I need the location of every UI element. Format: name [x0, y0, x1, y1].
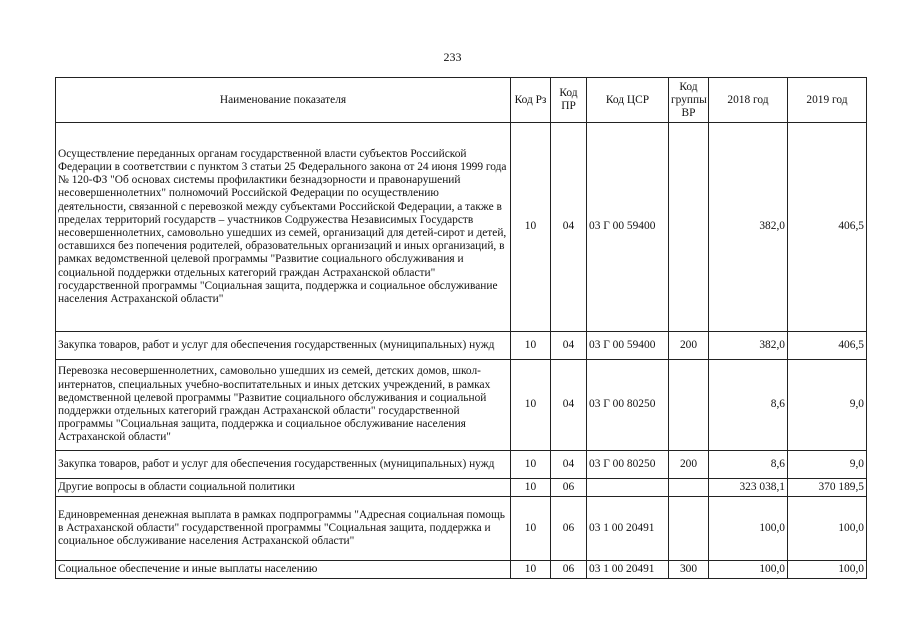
header-vr: Код группы ВР [669, 78, 709, 123]
row-csr: 03 1 00 20491 [587, 497, 669, 561]
row-2019: 406,5 [788, 123, 867, 332]
table-row [56, 123, 867, 332]
row-vr: 300 [669, 561, 709, 579]
row-2018: 382,0 [709, 332, 788, 360]
row-vr [669, 360, 709, 451]
row-2018: 382,0 [709, 123, 788, 332]
row-rz: 10 [511, 360, 551, 451]
header-2018: 2018 год [709, 78, 788, 123]
row-csr: 03 Г 00 59400 [587, 123, 669, 332]
page-number: 233 [443, 50, 462, 64]
row-vr [669, 479, 709, 497]
row-rz: 10 [511, 561, 551, 579]
row-csr: 03 Г 00 80250 [587, 451, 669, 479]
row-pr: 04 [551, 332, 587, 360]
row-2018: 8,6 [709, 451, 788, 479]
row-2018: 100,0 [709, 561, 788, 579]
row-rz: 10 [511, 497, 551, 561]
header-pr: Код ПР [551, 78, 587, 123]
row-vr: 200 [669, 451, 709, 479]
header-2019: 2019 год [788, 78, 867, 123]
row-name: Закупка товаров, работ и услуг для обеспечения государственных (муниципальных) нужд [56, 451, 511, 479]
row-vr [669, 497, 709, 561]
row-vr: 200 [669, 332, 709, 360]
row-rz: 10 [511, 479, 551, 497]
row-2019: 406,5 [788, 332, 867, 360]
row-csr [587, 479, 669, 497]
table-row [56, 360, 867, 451]
row-pr: 06 [551, 479, 587, 497]
budget-table [55, 77, 867, 579]
row-name: Осуществление переданных органам государственной власти субъектов Российской Федерации в соответствии с пунктом 3 статьи 25 Федерального закона от 24 июня 1999 года № 120-ФЗ "Об основах системы профилактики безнадзорности и правонарушений несовершеннолетних" полномочий Российской Федерации по осуществлению деятельности, связанной с перевозкой между субъектами Российской Федерации, а также в пределах территорий государств – участников Содружества Независимых Государств несовершеннолетних, самовольно ушедших из семей, организаций для детей-сирот и детей, оставшихся без попечения родителей, образовательных организаций и иных организаций, в рамках ведомственной целевой программы "Развитие социального обслуживания и социальной поддержки отдельных категорий граждан Астраханской области" государственной программы "Социальная защита, поддержка и социальное обслуживание населения Астраханской области" [56, 123, 511, 332]
header-rz: Код Рз [511, 78, 551, 123]
row-name: Другие вопросы в области социальной политики [56, 479, 511, 497]
row-rz: 10 [511, 451, 551, 479]
row-name: Социальное обеспечение и иные выплаты населению [56, 561, 511, 579]
row-2019: 9,0 [788, 451, 867, 479]
row-pr: 06 [551, 561, 587, 579]
row-name: Закупка товаров, работ и услуг для обеспечения государственных (муниципальных) нужд [56, 332, 511, 360]
header-name: Наименование показателя [56, 78, 511, 123]
row-pr: 04 [551, 123, 587, 332]
row-2018: 100,0 [709, 497, 788, 561]
header-csr: Код ЦСР [587, 78, 669, 123]
row-2018: 323 038,1 [709, 479, 788, 497]
row-2018: 8,6 [709, 360, 788, 451]
row-rz: 10 [511, 332, 551, 360]
row-csr: 03 1 00 20491 [587, 561, 669, 579]
table-row [56, 561, 867, 579]
row-2019: 100,0 [788, 561, 867, 579]
table-row [56, 332, 867, 360]
row-name: Перевозка несовершеннолетних, самовольно ушедших из семей, детских домов, школ-интернатов, специальных учебно-воспитательных и иных детских учреждений, в рамках ведомственной целевой программы "Развитие социального обслуживания и социальной поддержки отдельных категорий граждан Астраханской области" государственной программы "Социальная защита, поддержка и социальное обслуживание населения Астраханской области" [56, 360, 511, 451]
row-vr [669, 123, 709, 332]
table-row [56, 497, 867, 561]
table-row [56, 451, 867, 479]
row-csr: 03 Г 00 80250 [587, 360, 669, 451]
row-csr: 03 Г 00 59400 [587, 332, 669, 360]
row-name: Единовременная денежная выплата в рамках подпрограммы "Адресная социальная помощь в Астраханской области" государственной программы "Социальная защита, поддержка и социальное обслуживание населения Астраханской области" [56, 497, 511, 561]
table-row [56, 479, 867, 497]
row-rz: 10 [511, 123, 551, 332]
row-pr: 06 [551, 497, 587, 561]
row-2019: 9,0 [788, 360, 867, 451]
row-2019: 370 189,5 [788, 479, 867, 497]
row-pr: 04 [551, 451, 587, 479]
row-2019: 100,0 [788, 497, 867, 561]
row-pr: 04 [551, 360, 587, 451]
table-header-row [56, 78, 867, 123]
